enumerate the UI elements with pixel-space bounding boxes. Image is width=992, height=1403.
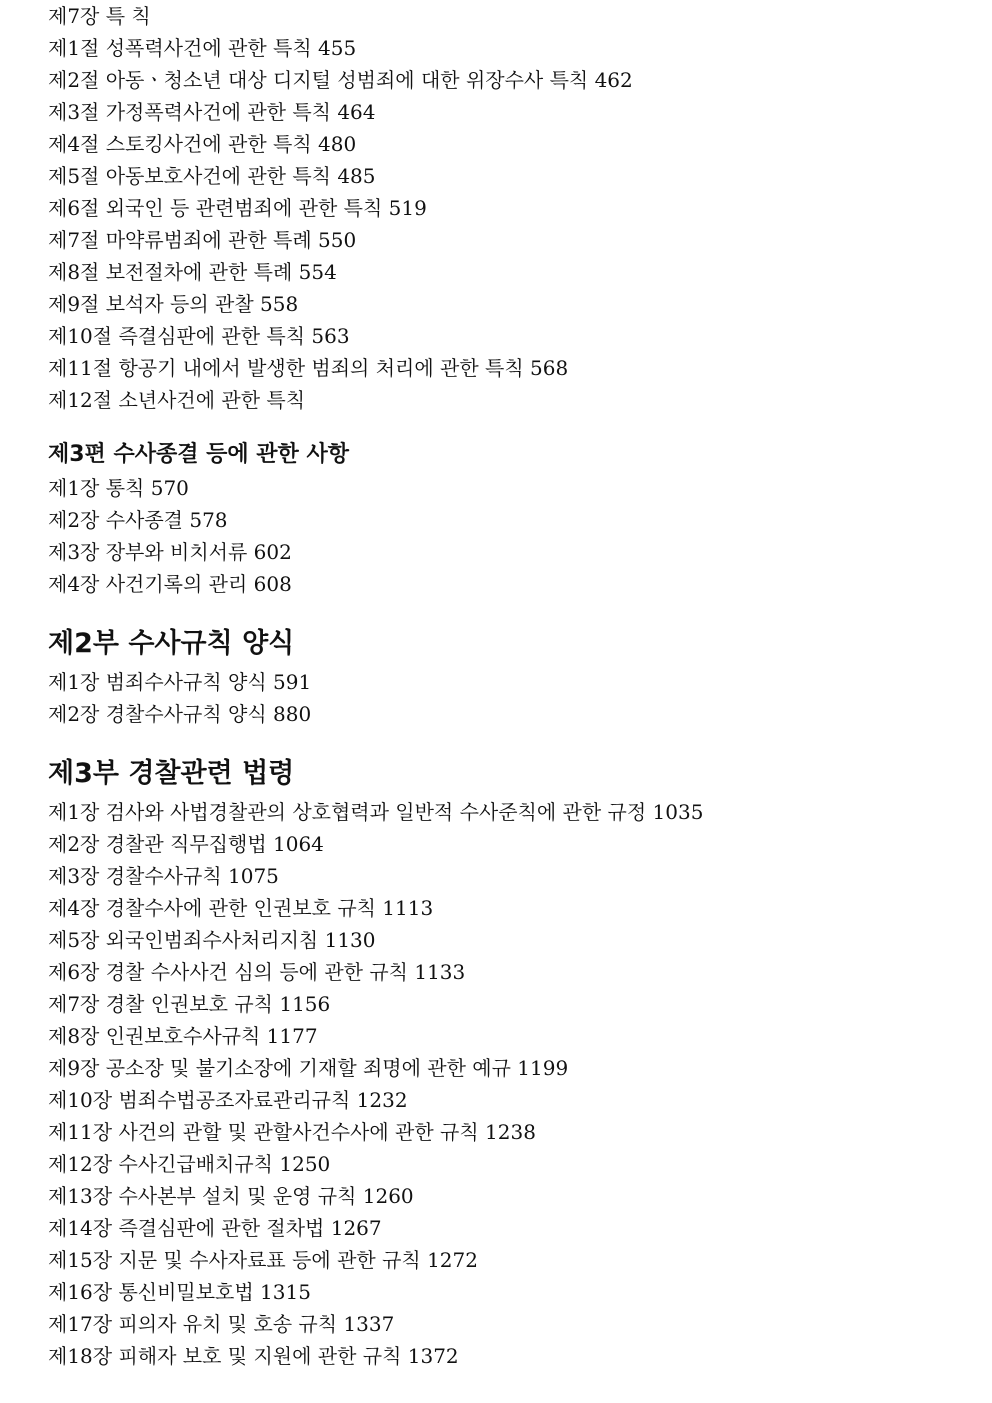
toc-entry: 제8장 인권보호수사규칙 1177 (48, 1024, 318, 1048)
toc-entry: 제11장 사건의 관할 및 관할사건수사에 관한 규칙 1238 (48, 1120, 536, 1144)
toc-entry: 제6장 경찰 수사사건 심의 등에 관한 규칙 1133 (48, 960, 466, 984)
toc-entry: 제8절 보전절차에 관한 특례 554 (48, 260, 337, 284)
toc-entry: 제16장 통신비밀보호법 1315 (48, 1280, 311, 1304)
toc-entry: 제10절 즉결심판에 관한 특칙 563 (48, 324, 350, 348)
toc-entry: 제1장 검사와 사법경찰관의 상호협력과 일반적 수사준칙에 관한 규정 1035 (48, 800, 704, 824)
spacer (48, 416, 968, 436)
chapter-heading: 제7장 특 칙 (48, 4, 151, 28)
toc-entry: 제14장 즉결심판에 관한 절차법 1267 (48, 1216, 382, 1240)
toc-entry: 제18장 피해자 보호 및 지원에 관한 규칙 1372 (48, 1344, 459, 1368)
toc-entry: 제6절 외국인 등 관련범죄에 관한 특칙 519 (48, 196, 427, 220)
part-heading: 제2부 수사규칙 양식 (48, 628, 295, 659)
toc-entry: 제4장 사건기록의 관리 608 (48, 572, 292, 596)
toc-entry: 제1절 성폭력사건에 관한 특칙 455 (48, 36, 357, 60)
toc-entry: 제3절 가정폭력사건에 관한 특칙 464 (48, 100, 376, 124)
toc-entry: 제1장 통칙 570 (48, 476, 189, 500)
section-heading: 제3편 수사종결 등에 관한 사항 (48, 442, 349, 467)
toc-entry: 제15장 지문 및 수사자료표 등에 관한 규칙 1272 (48, 1248, 478, 1272)
toc-entry: 제2절 아동ㆍ청소년 대상 디지털 성범죄에 대한 위장수사 특칙 462 (48, 68, 633, 92)
toc-entry: 제1장 범죄수사규칙 양식 591 (48, 670, 312, 694)
toc-entry: 제7절 마약류범죄에 관한 특례 550 (48, 228, 357, 252)
spacer (48, 600, 968, 620)
toc-entry: 제17장 피의자 유치 및 호송 규칙 1337 (48, 1312, 395, 1336)
toc-entry: 제9절 보석자 등의 관찰 558 (48, 292, 299, 316)
toc-entry: 제5절 아동보호사건에 관한 특칙 485 (48, 164, 376, 188)
toc-entry: 제9장 공소장 및 불기소장에 기재할 죄명에 관한 예규 1199 (48, 1056, 569, 1080)
toc-entry: 제3장 경찰수사규칙 1075 (48, 864, 279, 888)
toc-entry: 제5장 외국인범죄수사처리지침 1130 (48, 928, 376, 952)
toc-entry: 제2장 수사종결 578 (48, 508, 228, 532)
toc-entry: 제13장 수사본부 설치 및 운영 규칙 1260 (48, 1184, 414, 1208)
toc-entry: 제3장 장부와 비치서류 602 (48, 540, 292, 564)
toc-entry: 제11절 항공기 내에서 발생한 범죄의 처리에 관한 특칙 568 (48, 356, 569, 380)
toc-entry: 제10장 범죄수법공조자료관리규칙 1232 (48, 1088, 408, 1112)
toc-entry: 제12절 소년사건에 관한 특칙 (48, 388, 306, 412)
toc-entry: 제2장 경찰관 직무집행법 1064 (48, 832, 324, 856)
spacer (48, 730, 968, 750)
toc-entry: 제4절 스토킹사건에 관한 특칙 480 (48, 132, 357, 156)
toc-entry: 제12장 수사긴급배치규칙 1250 (48, 1152, 331, 1176)
table-of-contents (48, 0, 968, 1372)
part-heading: 제3부 경찰관련 법령 (48, 758, 295, 789)
toc-entry: 제7장 경찰 인권보호 규칙 1156 (48, 992, 331, 1016)
toc-entry: 제4장 경찰수사에 관한 인권보호 규칙 1113 (48, 896, 434, 920)
toc-entry: 제2장 경찰수사규칙 양식 880 (48, 702, 312, 726)
